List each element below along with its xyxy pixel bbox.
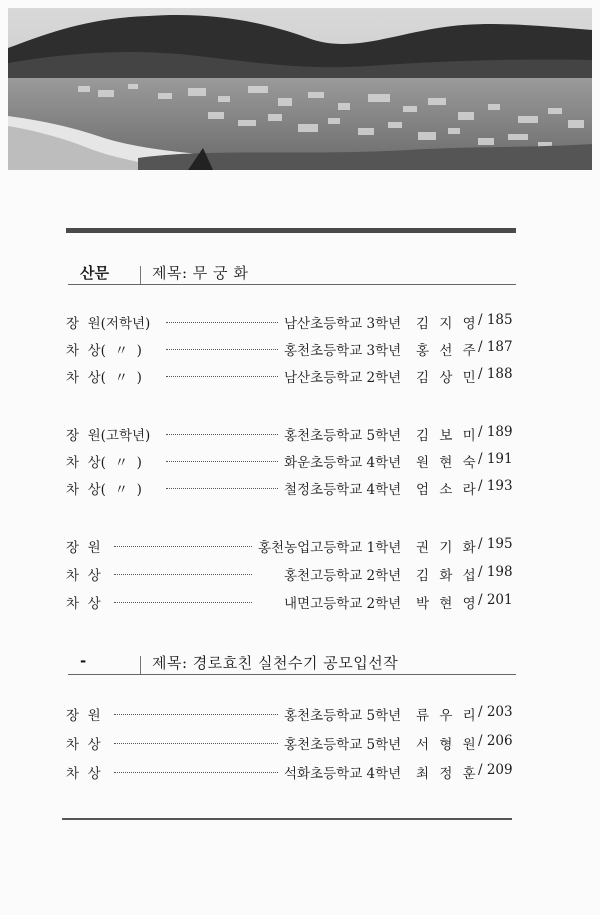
school-grade: 홍천고등학교 2학년 [284,568,402,584]
dot-leader [114,602,252,603]
school-grade: 내면고등학교 2학년 [284,596,402,612]
student-name: 류 우 리 [416,708,479,724]
town-panorama-photo [8,8,592,170]
dot-leader [166,434,278,435]
list-item [66,451,516,471]
dot-leader [114,772,278,773]
award-label: 차 상 [66,737,101,753]
award-label: 차 상 [66,596,101,612]
award-label: 차 상( 〃 ) [66,455,142,471]
list-item [66,733,516,753]
section-header-prose [66,262,516,286]
top-rule [66,228,516,233]
school-grade: 홍천초등학교 3학년 [284,343,402,359]
list-item [66,339,516,359]
dot-leader [166,376,278,377]
school-grade: 홍천초등학교 5학년 [284,708,402,724]
award-label: 장 원 [66,708,101,724]
header-underline [68,284,516,285]
award-label: 차 상( 〃 ) [66,343,142,359]
school-grade: 홍천농업고등학교 1학년 [258,540,402,556]
page-number: / 189 [478,424,513,440]
page-number: / 201 [478,592,513,608]
page-number: / 191 [478,451,513,467]
student-name: 서 형 원 [416,737,479,753]
list-item [66,592,516,612]
student-name: 김 보 미 [416,428,479,444]
award-label: 차 상 [66,766,101,782]
list-item [66,564,516,584]
school-grade: 석화초등학교 4학년 [284,766,402,782]
bottom-rule [62,818,512,820]
list-item [66,312,516,332]
list-item [66,704,516,724]
award-label: 장 원 [66,540,101,556]
list-item [66,536,516,556]
page-number: / 195 [478,536,513,552]
category-label: - [80,652,87,670]
section-title: 제목: 경로효친 실천수기 공모입선작 [152,654,399,672]
award-label: 차 상 [66,568,101,584]
page-number: / 206 [478,733,513,749]
page-number: / 185 [478,312,513,328]
page-number: / 209 [478,762,513,778]
list-item [66,424,516,444]
dot-leader [166,461,278,462]
school-grade: 홍천초등학교 5학년 [284,737,402,753]
school-grade: 남산초등학교 2학년 [284,370,402,386]
header-divider [140,266,141,284]
school-grade: 남산초등학교 3학년 [284,316,402,332]
student-name: 김 화 섭 [416,568,479,584]
header-divider [140,656,141,674]
student-name: 최 정 훈 [416,766,479,782]
dot-leader [114,743,278,744]
dot-leader [114,546,252,547]
school-grade: 홍천초등학교 5학년 [284,428,402,444]
page-number: / 188 [478,366,513,382]
award-label: 차 상( 〃 ) [66,370,142,386]
section-header-essay [66,652,516,676]
award-label: 장 원(저학년) [66,316,151,332]
student-name: 김 상 민 [416,370,479,386]
student-name: 권 기 화 [416,540,479,556]
page-number: / 198 [478,564,513,580]
page-number: / 193 [478,478,513,494]
dot-leader [166,488,278,489]
list-item [66,478,516,498]
dot-leader [166,322,278,323]
student-name: 박 현 영 [416,596,479,612]
list-item [66,366,516,386]
student-name: 홍 선 주 [416,343,479,359]
dot-leader [114,714,278,715]
category-label: 산문 [80,264,109,282]
student-name: 원 현 숙 [416,455,479,471]
header-underline [68,674,516,675]
award-label: 차 상( 〃 ) [66,482,142,498]
school-grade: 화운초등학교 4학년 [284,455,402,471]
award-label: 장 원(고학년) [66,428,151,444]
student-name: 김 지 영 [416,316,479,332]
section-title: 제목: 무 궁 화 [152,264,249,282]
page-number: / 187 [478,339,513,355]
dot-leader [166,349,278,350]
school-grade: 철정초등학교 4학년 [284,482,402,498]
page-number: / 203 [478,704,513,720]
student-name: 엄 소 라 [416,482,479,498]
dot-leader [114,574,252,575]
list-item [66,762,516,782]
